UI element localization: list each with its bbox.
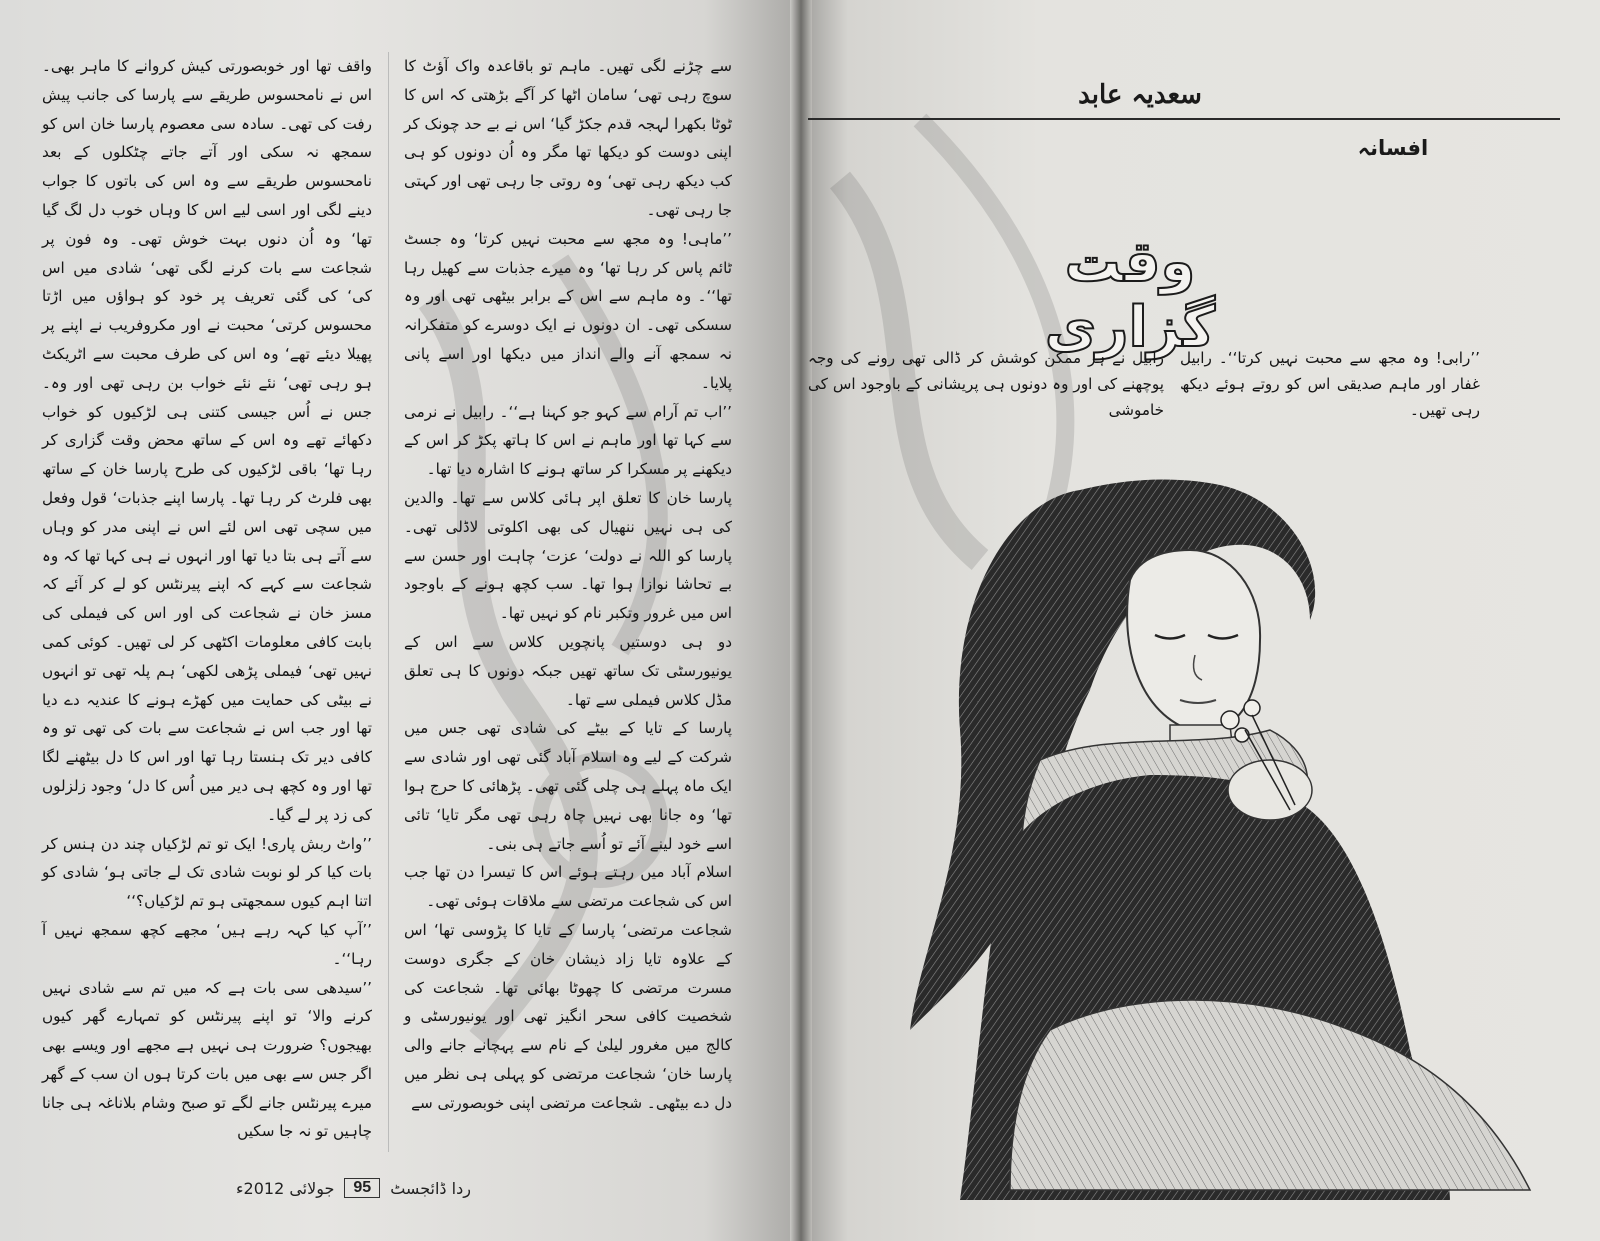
woman-illustration <box>890 430 1560 1200</box>
hands <box>1228 760 1312 820</box>
story-title-block <box>1010 218 1250 360</box>
footer-issue-date: جولائی 2012ء <box>236 1178 335 1198</box>
footer-magazine-name: ردا ڈائجسٹ <box>390 1178 471 1198</box>
paragraph: ’’سیدھی سی بات ہے کہ میں تم سے شادی نہیں کرنے والا‘ تو اپنے پیرنٹس کو تمہارے گھر کیوں بھیجوں؟ ضرورت ہی نہیں ہے مجھے اور ویسے بھی اگر جس سے بھی میں بات کرتا ہوں ان سب کے گھر میرے پیرنٹس جانے لگے تو صبح وشام بلاناغہ ہی جانا چاہیں تو نہ جا سکیں <box>42 978 372 1141</box>
paragraph: اسلام آباد میں رہتے ہوئے اس کا تیسرا دن تھا جب اس کی شجاعت مرتضی سے ملاقات ہوئی تھی۔ <box>404 863 732 911</box>
paragraph: شجاعت مرتضی‘ پارسا کے تایا کا پڑوسی تھا‘ اس کے علاوہ تایا زاد ذیشان خان کے جگری دوست مسرت مرتضی کا چھوٹا بھائی تھا۔ شجاعت کی شخصیت کافی سحر انگیز تھی اور یونیورسٹی و کالج میں مغرور لیلیٰ کے نام سے پہچانے جانے والی پارسا خان‘ شجاعت مرتضی کو پہلی ہی نظر میں دل دے بیٹھی۔ شجاعت مرتضی اپنی خوبصورتی سے <box>404 920 732 1112</box>
paragraph: دو ہی دوستیں پانچویں کلاس سے اس کے یونیورسٹی تک ساتھ تھیں جبکہ دونوں کا ہی تعلق مڈل کلاس فیملی سے تھا۔ <box>404 632 732 709</box>
author-name: سعدیہ عابد <box>1078 80 1202 110</box>
book-gutter <box>790 0 812 1241</box>
text-column-outer <box>42 52 372 1146</box>
column-divider <box>388 52 389 1152</box>
story-title: وقت گزاری <box>1044 230 1216 360</box>
paragraph: پارسا کے تایا کے بیٹے کی شادی تھی جس میں شرکت کے لیے وہ اسلام آباد گئی تھی اور شادی سے ایک ماہ پہلے ہی چلی گئی تھی۔ پڑھائی کا حرج ہوا تھا‘ وہ جانا بھی نہیں چاہ رہی تھی مگر تایا‘ تائی اسے خود لینے آئے تو اُسے جاتے ہی بنی۔ <box>404 719 732 853</box>
text-column-inner <box>404 52 732 1117</box>
header-rule <box>808 118 1560 120</box>
paragraph: ’’ماہی! وہ مجھ سے محبت نہیں کرتا‘ وہ جسٹ ٹائم پاس کر رہا تھا‘ وہ میرے جذبات سے کھیل رہا تھا‘‘۔ وہ ماہم سے اس کے برابر بیٹھی تھی اور وہ سسکی تھی۔ ان دونوں نے ایک دوسرے کو متفکرانہ نہ سمجھ آنے والے انداز میں دیکھا اور اسے پانی پلایا۔ <box>404 229 732 392</box>
intro-paragraph-left: رابیل نے ہر ممکن کوشش کر ڈالی تھی رونے کی وجہ پوچھنے کی اور وہ دونوں ہی پریشانی کے باوجود اس کی خاموشی <box>808 349 1164 419</box>
page-footer <box>236 1175 471 1201</box>
paragraph: واقف تھا اور خوبصورتی کیش کروانے کا ماہر بھی۔ اس نے نامحسوس طریقے سے پارسا کی جانب پیش رفت کی تھی۔ سادہ سی معصوم پارسا خان اس کو سمجھ نہ سکی اور آتے جاتے چٹکلوں کے بعد نامحسوس طریقے سے وہ اس کی باتوں کا جواب دینے لگی اور اسی لیے اس کا وہاں خوب دل لگ گیا تھا‘ وہ اُن دنوں بہت خوش تھی۔ وہ فون پر شجاعت سے بات کرنے لگی تھی‘ شادی میں اس کی‘ کی گئی تعریف پر خود کو ہواؤں میں اڑتا محسوس کرتی‘ محبت نے اور مکروفریب نے اپنے پر پھیلا دیئے تھے‘ وہ اس کی طرف محبت سے اٹریکٹ ہو رہی تھی‘ نئے نئے خواب بن رہی تھی اور وہ۔ جس نے اُس جیسی کتنی ہی لڑکیوں کو خواب دکھائے تھے وہ اس کے ساتھ محض وقت گزاری کر رہا تھا‘ باقی لڑکیوں کی طرح پارسا خان کے ساتھ بھی فلرٹ کر رہا تھا۔ پارسا اپنے جذبات‘ قول وفعل میں سچی تھی اس لئے اس نے اپنی مدر کو وہاں سے آتے ہی بتا دیا تھا اور انہوں نے ہی کہا تھا کہ وہ شجاعت سے کہے کہ اپنے پیرنٹس کو لے کر آئے کہ مسز خان نے شجاعت کی اور اس کی فیملی کی بابت کافی معلومات اکٹھی کر لی تھیں۔ کوئی کمی نہیں تھی‘ فیملی پڑھی لکھی‘ ہم پلہ تھی تو انہوں نے بیٹی کی حمایت میں کھڑے ہونے کا عندیہ دے دیا تھا اور جب اس نے شجاعت سے بات کی تھی تو وہ کافی دیر تک ہنستا رہا تھا اور اس کا دل بیٹھنے لگا تھا اور وہ کچھ ہی دیر میں اُس کا دل‘ وجود زلزلوں کی زد پر لے گیا۔ <box>42 57 372 824</box>
face <box>1127 550 1260 732</box>
paragraph: ’’اب تم آرام سے کہو جو کہنا ہے‘‘۔ رابیل نے نرمی سے کہا تھا اور ماہم نے اس کا ہاتھ پکڑ کر اس کے دیکھنے پر مسکرا کر ساتھ ہونے کا اشارہ دیا تھا۔ <box>404 402 732 479</box>
page-number: 95 <box>344 1178 380 1198</box>
intro-paragraph-right: ’’رابی! وہ مجھ سے محبت نہیں کرتا‘‘۔ رابیل غفار اور ماہم صدیقی اس کو روتے ہوئے دیکھ رہی تھیں۔ <box>1180 349 1480 419</box>
lap-fabric <box>1010 1000 1530 1190</box>
genre-label: افسانہ <box>1357 136 1429 160</box>
paragraph: سے چڑنے لگی تھیں۔ ماہم تو باقاعدہ واک آؤٹ کا سوچ رہی تھی‘ سامان اٹھا کر آگے بڑھتی کہ اس کا ٹوٹا بکھرا لہجہ قدم جکڑ گیا‘ اس نے بے حد چونک کر اپنی دوست کو دیکھا تھا مگر وہ اُن دونوں کو ہی کب دیکھ رہی تھی‘ وہ روتی جا رہی تھی اور کہتی جا رہی تھی۔ <box>404 57 732 219</box>
paragraph: ’’آپ کیا کہہ رہے ہیں‘ مجھے کچھ سمجھ نہیں آ رہا‘‘۔ <box>42 920 372 968</box>
paragraph: پارسا خان کا تعلق اپر ہائی کلاس سے تھا۔ والدین کی ہی نہیں ننھیال کی بھی اکلوتی لاڈلی تھی۔ پارسا کو اللہ نے دولت‘ عزت‘ چاہت اور حسن سے بے تحاشا نوازا ہوا تھا۔ سب کچھ ہونے کے باوجود اس میں غرور وتکبر نام کو نہیں تھا۔ <box>404 488 732 623</box>
paragraph: ’’واٹ ربش پاری! ایک تو تم لڑکیاں چند دن ہنس کر بات کیا کر لو نوبت شادی تک لے جاتی ہو‘ شادی کو اتنا اہم کیوں سمجھتی ہو تم لڑکیاں؟‘‘ <box>42 834 372 911</box>
